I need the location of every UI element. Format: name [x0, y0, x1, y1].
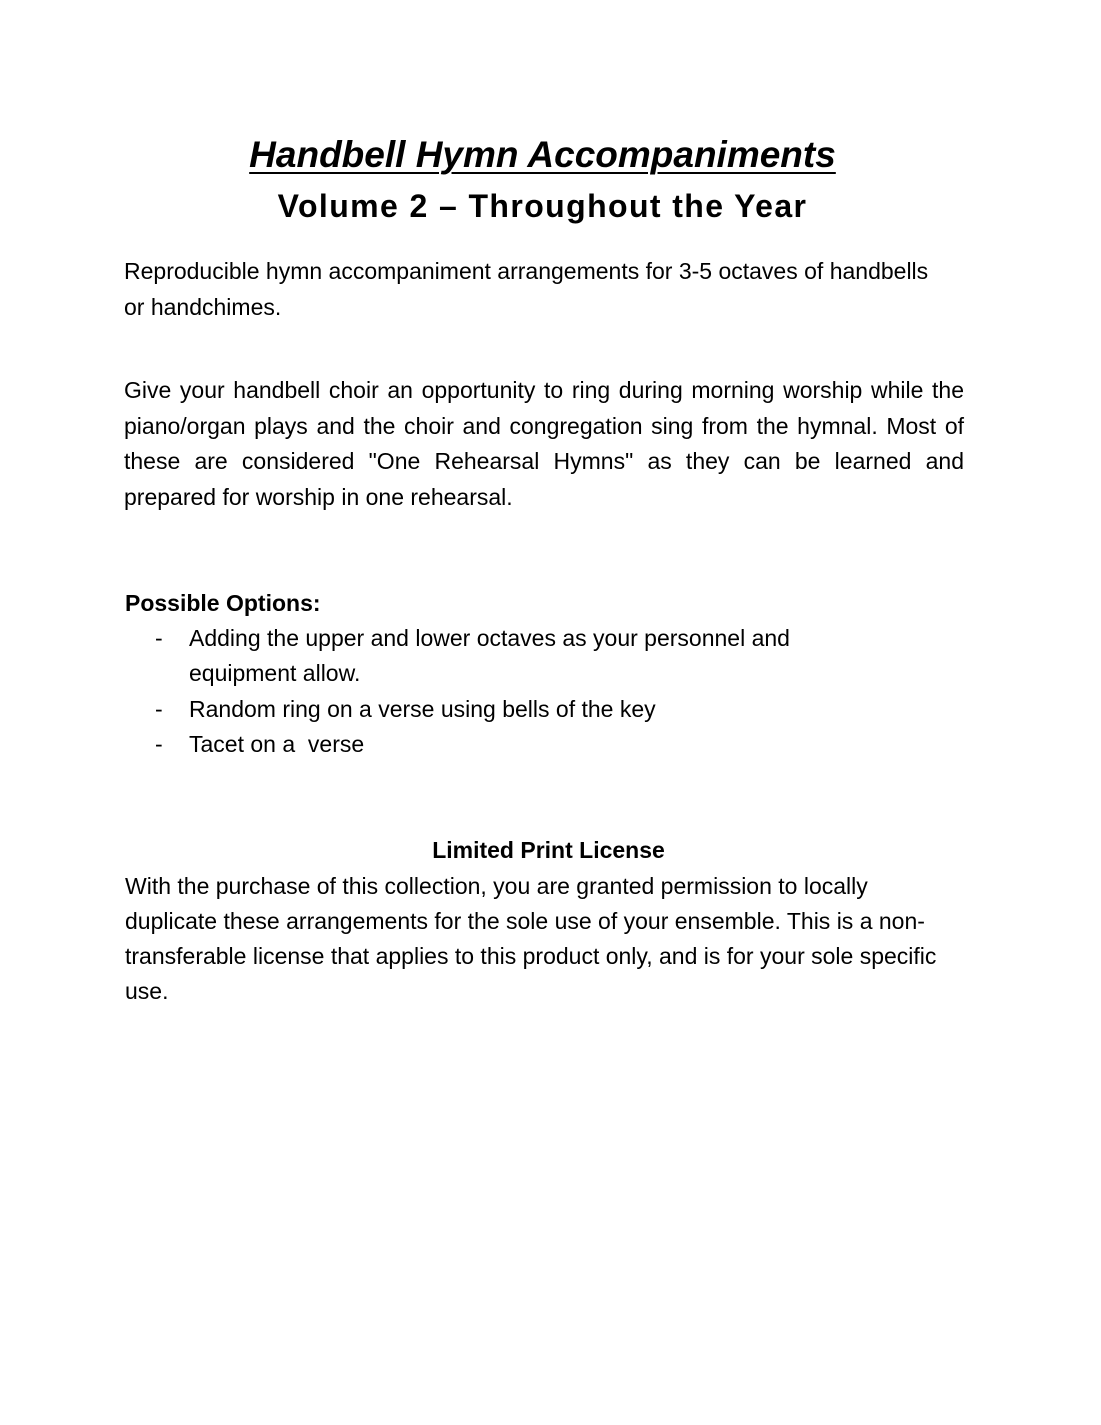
- option-text: Tacet on a verse: [189, 730, 365, 757]
- option-text: Adding the upper and lower octaves as your personnel and equipment allow.: [189, 625, 790, 687]
- description-paragraph: Give your handbell choir an opportunity to ring during morning worship while the piano/organ plays and the choir and congregation sing from the hymnal. Most of these are considered "One Rehearsal Hymns" as they can be learned and prepared for worship in one rehearsal.: [124, 377, 964, 510]
- list-bullet: -: [155, 625, 163, 651]
- list-item: [155, 621, 875, 692]
- license-text: With the purchase of this collection, you are granted permission to locally duplicate these arrangements for the sole use of your ensemble. This is a non-transferable license that applies to this product only, and is for your sole specific use.: [125, 873, 937, 1004]
- list-item: [155, 692, 875, 727]
- list-bullet: -: [155, 695, 163, 722]
- license-heading: Limited Print License: [432, 837, 665, 863]
- option-text: Random ring on a verse using bells of the key: [189, 695, 656, 722]
- options-list: [155, 621, 875, 762]
- document-title: Handbell Hymn Accompaniments: [249, 134, 836, 175]
- options-heading: Possible Options:: [125, 590, 321, 616]
- list-bullet: -: [155, 730, 163, 757]
- list-item: [155, 727, 875, 762]
- document-subtitle: Volume 2 – Throughout the Year: [277, 188, 808, 224]
- intro-paragraph: Reproducible hymn accompaniment arrangements for 3-5 octaves of handbells or handchimes.: [124, 258, 929, 320]
